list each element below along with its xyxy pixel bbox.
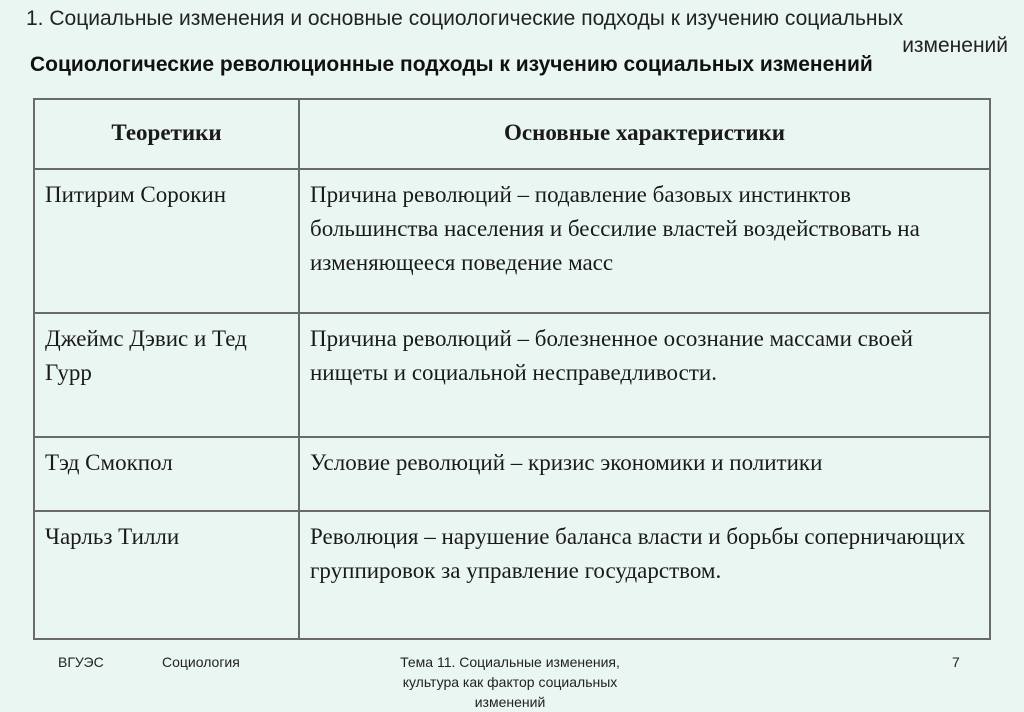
slide-subtitle: Социологические революционные подходы к изучению социальных изменений xyxy=(30,53,873,76)
table-row xyxy=(34,437,990,511)
description-cell: Причина революций – болезненное осознание массами своей нищеты и социальной несправедливости. xyxy=(299,313,990,437)
table-header-row xyxy=(34,99,990,169)
theorist-cell: Тэд Смокпол xyxy=(34,437,299,511)
table-row xyxy=(34,313,990,437)
footer-topic-line2: культура как фактор социальных xyxy=(402,674,618,690)
slide-title-continuation: изменений xyxy=(902,34,1008,57)
table-row xyxy=(34,169,990,313)
footer-subject: Социология xyxy=(162,654,240,670)
theories-table xyxy=(33,98,991,640)
description-cell: Условие революций – кризис экономики и политики xyxy=(299,437,990,511)
footer-topic-line3: изменений xyxy=(474,694,546,710)
slide-title-line1: 1. Социальные изменения и основные социологические подходы к изучению социальных xyxy=(26,7,904,30)
description-cell: Революция – нарушение баланса власти и борьбы соперничающих группировок за управление государством. xyxy=(299,511,990,639)
page-number: 7 xyxy=(952,654,960,670)
footer-org: ВГУЭС xyxy=(58,654,104,670)
footer-topic-line1: Тема 11. Социальные изменения, xyxy=(400,654,620,670)
description-cell: Причина революций – подавление базовых инстинктов большинства населения и бессилие властей воздействовать на изменяющееся поведение масс xyxy=(299,169,990,313)
theorist-cell: Джеймс Дэвис и Тед Гурр xyxy=(34,313,299,437)
footer-topic xyxy=(330,652,690,712)
header-theorists: Теоретики xyxy=(34,99,299,169)
header-characteristics: Основные характеристики xyxy=(299,99,990,169)
table-row xyxy=(34,511,990,639)
theorist-cell: Питирим Сорокин xyxy=(34,169,299,313)
theorist-cell: Чарльз Тилли xyxy=(34,511,299,639)
slide-title xyxy=(26,6,1006,32)
